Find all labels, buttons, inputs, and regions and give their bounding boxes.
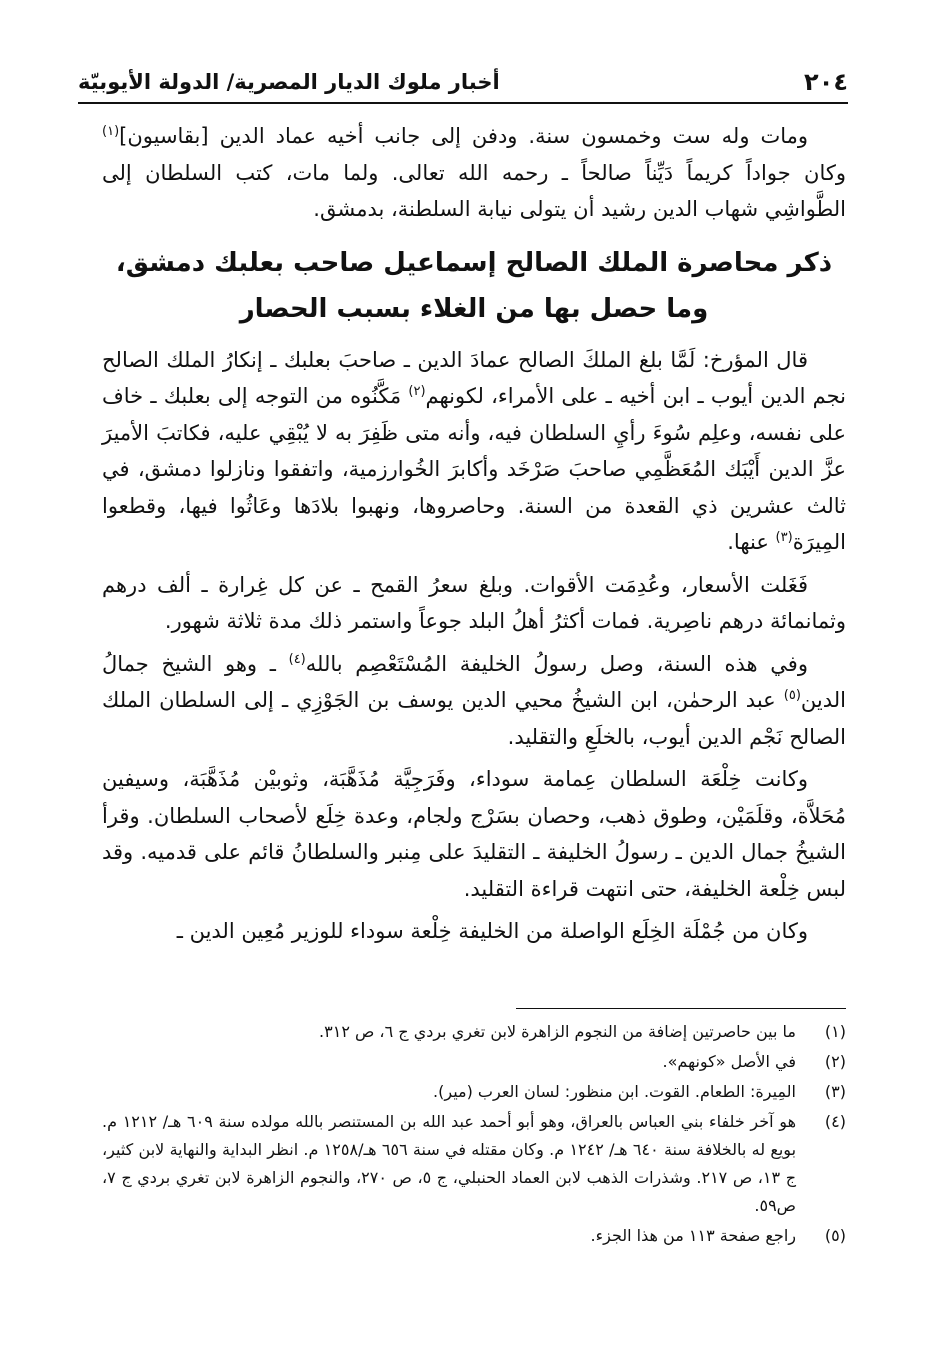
section-heading-line-2: وما حصل بها من الغلاء بسبب الحصار (239, 293, 709, 324)
footnote-number: (٥) (824, 1226, 846, 1245)
paragraph-6: وكان من جُمْلَة الخِلَع الواصلة من الخليفة خِلْعة سوداء للوزير مُعِين الدين ـ (176, 919, 808, 943)
footnote-number: (١) (824, 1022, 846, 1041)
footnote-ref-1: (١) (102, 124, 120, 139)
paragraph-1-text-b: وكان جواداً كريماً دَيِّناً صالحاً ـ رحمه الله تعالى. ولما مات، كتب السلطان إلى الطَّواشِي شهاب الدين رشيد أن يتولى نيابة السلطنة، بدمشق. (102, 160, 846, 221)
footnote-item (102, 1018, 846, 1046)
paragraph-4-text-a: وفي هذه السنة، وصل رسولُ الخليفة المُسْتَعْصِم بالله (305, 651, 808, 676)
paragraph-5: وكانت خِلْعَة السلطان عِمامة سوداء، وفَرَجِيَّة مُذَهَّبَة، وثوبيْن مُذَهَّبَة، وسيفين مُحَلاَّة، وقلَمَيْن، وطوق ذهب، وحصان بسَرْج ولجام، وعدة خِلَع لأصحاب السلطان. وقرأ الشيخُ جمال الدين ـ رسولُ الخليفة ـ التقليدَ على مِنبر والسلطانُ قائم على قدميه. وقد لبس خِلْعة الخليفة، حتى انتهت قراءة التقليد. (102, 767, 846, 901)
footnote-text: راجع صفحة ١١٣ من هذا الجزء. (590, 1226, 796, 1245)
footnote-item (102, 1108, 846, 1220)
paragraph-1-text-a: ومات وله ست وخمسون سنة. ودفن إلى جانب أخيه عماد الدين [بقاسيون] (119, 124, 808, 148)
footnotes (102, 1018, 846, 1252)
footnote-item (102, 1048, 846, 1076)
footnote-item (102, 1078, 846, 1106)
footnote-ref-5: (٥) (783, 688, 801, 703)
running-title: أخبار ملوك الديار المصرية/ الدولة الأيوبيّة (78, 70, 500, 94)
footnote-ref-2: (٢) (408, 384, 426, 399)
paragraph-4-text-b: ـ وهو الشيخ جمالُ الدين (102, 651, 846, 712)
paragraph-3: فَغَلت الأسعار، وعُدِمَت الأقوات. وبلغ سعرُ القمح ـ عن كل غِرارة ـ ألف درهم وثمانمائة درهم ناصِرية. فمات أكثرُ أهلُ البلد جوعاً واستمر ذلك مدة ثلاثة شهور. (102, 572, 846, 633)
footnote-item (102, 1222, 846, 1250)
footnote-number: (٣) (824, 1082, 846, 1101)
paragraph-4 (102, 646, 846, 756)
main-text (102, 118, 846, 950)
paragraph-2 (102, 342, 846, 561)
section-heading-line-1: ذكر محاصرة الملك الصالح إسماعيل صاحب بعلبك دمشق، (115, 247, 833, 278)
footnote-divider (516, 1008, 846, 1009)
page-number: ٢٠٤ (804, 68, 848, 96)
footnote-text: في الأصل «كونهم». (662, 1052, 796, 1071)
paragraph-2-text-c: عنها. (727, 530, 776, 554)
footnote-ref-3: (٣) (775, 530, 793, 545)
paragraph-1 (102, 118, 846, 228)
paragraph-2-text-b: مَكَّنُوه من التوجه إلى بعلبك ـ خاف على نفسه، وعلِم سُوءَ رأيِ السلطان فيه، وأنه متى ظَفِرَ به لا يُبْقِي عليه، فكاتبَ الأميرَ عزَّ الدين أَيْبَك المُعَظَّمِي صاحبَ صَرْخَد وأكابرَ الخُوارزمية، واتفقوا ونازلوا دمشق، في ثالث عشرين ذي القعدة من السنة. وحاصروها، ونهبوا بلادَها وعَاثُوا فيها، وقطعوا المِيرَة (102, 384, 846, 554)
footnote-number: (٤) (824, 1112, 846, 1131)
footnote-text: ما بين حاصرتين إضافة من النجوم الزاهرة لابن تغري بردي ج ٦، ص ٣١٢. (319, 1022, 796, 1041)
section-heading (102, 240, 846, 332)
footnote-text: المِيرة: الطعام. القوت. ابن منظور: لسان العرب (مير). (433, 1082, 796, 1101)
paragraph-4-text-c: عبد الرحمٰن، ابن الشيخُ محيي الدين يوسف بن الجَوْزِي ـ إلى السلطان الملك الصالح نَجْم الدين أيوب، بالخلَعِ والتقليد. (102, 688, 846, 749)
footnote-text: هو آخر خلفاء بني العباس بالعراق، وهو أبو أحمد عبد الله بن المستنصر بالله مولده سنة ٦٠٩ هـ/ ١٢١٢ م. بويع له بالخلافة سنة ٦٤٠ هـ/ ١٢٤٢ م. وكان مقتله في سنة ٦٥٦ هـ/١٢٥٨ م. انظر البداية والنهاية لابن كثير، ج ١٣، ص ٢١٧. وشذرات الذهب لابن العماد الحنبلي، ج ٥، ص ٢٧٠، والنجوم الزاهرة لابن تغري بردي ج ٧، ص٥٩. (102, 1112, 797, 1215)
page-header (78, 66, 848, 104)
footnote-number: (٢) (824, 1052, 846, 1071)
paragraph-2-text-a: قال المؤرخ: لَمَّا بلغ الملكَ الصالح عمادَ الدين ـ صاحبَ بعلبك ـ إنكارُ الملك الصالح نجم الدين أيوب ـ ابن أخيه ـ على الأمراء، لكونهم (102, 347, 847, 408)
footnote-ref-4: (٤) (288, 651, 306, 667)
